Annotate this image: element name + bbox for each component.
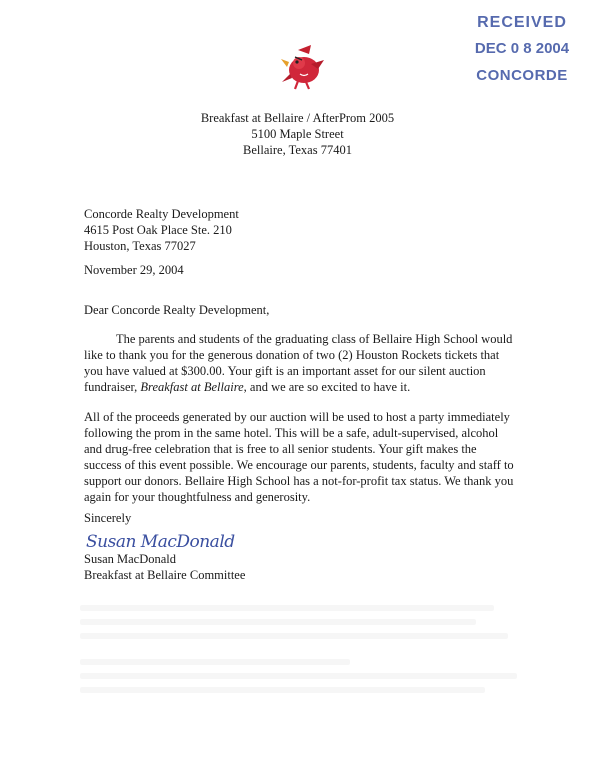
paragraph-1-text-before: The parents and students of the graduating class of Bellaire High School would like to thank you for the generous donation of two (2) Houston Rockets tickets that you have valued at $300.00. Your gift is an important asset for our silent auction fundraiser, [84, 332, 513, 394]
body-paragraph-1 [84, 331, 514, 395]
recipient-address [84, 206, 239, 254]
stamp-received-text: RECEIVED [477, 14, 567, 31]
letterhead [120, 110, 475, 158]
bleed-through-text [80, 605, 530, 715]
received-stamp [462, 14, 582, 84]
event-name: Breakfast at Bellaire [140, 380, 244, 394]
closing: Sincerely [84, 511, 132, 525]
organization-name: Breakfast at Bellaire / AfterProm 2005 [200, 111, 395, 125]
signer-name: Susan MacDonald [84, 552, 176, 566]
handwritten-signature: Susan MacDonald [86, 532, 235, 552]
organization-city: Bellaire, Texas 77401 [243, 143, 352, 157]
organization-street: 5100 Maple Street [251, 127, 344, 141]
signer-title: Breakfast at Bellaire Committee [84, 568, 246, 582]
letter-date: November 29, 2004 [84, 263, 184, 277]
recipient-city: Houston, Texas 77027 [84, 239, 196, 253]
recipient-street: 4615 Post Oak Place Ste. 210 [84, 223, 232, 237]
signer-block [84, 551, 245, 583]
body-paragraph-2: All of the proceeds generated by our auction will be used to host a party immediately following the prom in the same hotel. This will be a safe, adult-supervised, alcohol and drug-free celebration that is free to all senior students. Your gift makes the success of this event possible. We encourage our parents, students, faculty and staff to support our donors. Bellaire High School has a not-for-profit tax status. We thank you again for your thoughtfulness and generosity. [84, 410, 514, 504]
paragraph-1-text-after: , and we are so excited to have it. [243, 380, 411, 394]
stamp-company-text: CONCORDE [476, 67, 568, 84]
salutation: Dear Concorde Realty Development, [84, 303, 270, 317]
stamp-date-text: DEC 0 8 2004 [474, 40, 570, 57]
recipient-name: Concorde Realty Development [84, 207, 239, 221]
cardinal-mascot-icon [278, 44, 328, 90]
